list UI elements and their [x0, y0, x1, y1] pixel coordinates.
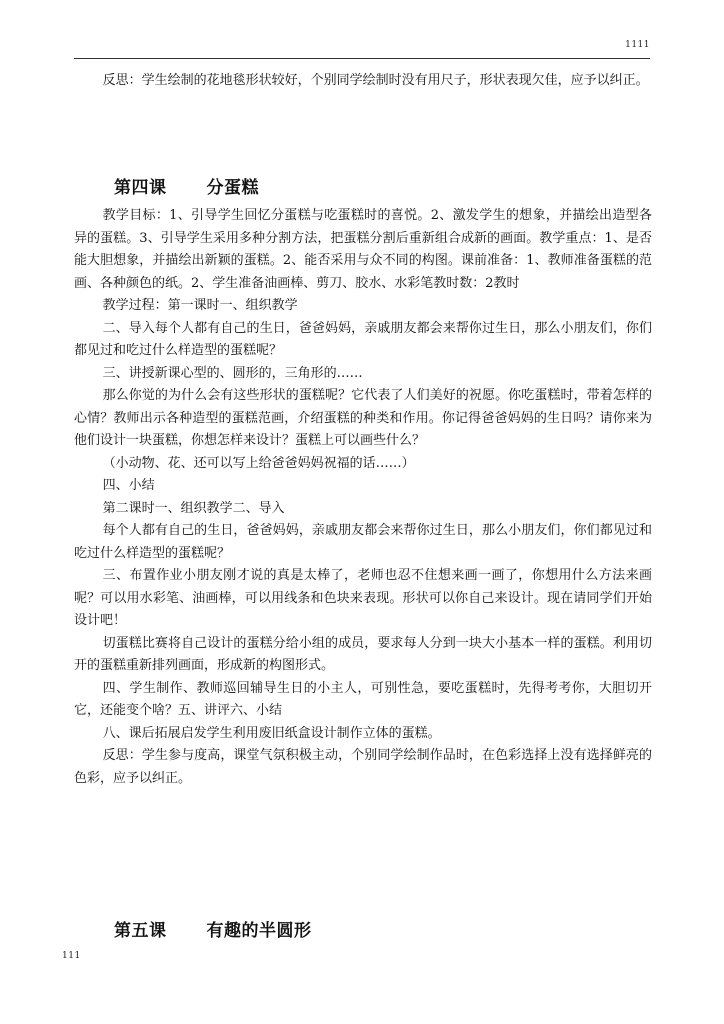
lesson4-paragraph: 每个人都有自己的生日，爸爸妈妈，亲戚朋友都会来帮你过生日，那么小朋友们，你们都见过和吃过什么样造型的蛋糕呢？: [74, 523, 652, 561]
lesson4-paragraph: 四、学生制作、教师巡回辅导生日的小主人，可别性急，要吃蛋糕时，先得考考你，大胆切开它，还能变个啥？五、讲评六、小结: [74, 680, 652, 718]
header-page-number: 1111: [625, 40, 650, 50]
lesson4-heading: [114, 173, 259, 198]
intro-section: [74, 70, 652, 93]
header-rule: [74, 58, 650, 59]
lesson4-paragraph: 四、小结: [102, 478, 155, 493]
lesson4-title: 分蛋糕: [206, 178, 259, 198]
lesson5-heading: [114, 916, 312, 941]
intro-reflection: 反思：学生绘制的花地毯形状较好，个别同学绘制时没有用尺子，形状表现欠佳，应予以纠正。: [102, 73, 649, 88]
footer-page-number: 111: [62, 951, 81, 961]
lesson4-paragraph: 八、课后拓展启发学生利用废旧纸盒设计制作立体的蛋糕。: [102, 725, 441, 741]
lesson4-paragraph: 三、讲授新课心型的、圆形的，三角形的……: [102, 365, 363, 381]
lesson4-paragraph: 切蛋糕比赛将自己设计的蛋糕分给小组的成员，要求每人分到一块大小基本一样的蛋糕。利用切开的蛋糕重新排列画面，形成新的构图形式。: [74, 635, 652, 673]
lesson4-reflection: 反思：学生参与度高，课堂气氛积极主动，个别同学绘制作品时，在色彩选择上没有选择鲜亮的色彩，应予以纠正。: [74, 748, 652, 786]
lesson4-paragraph: 二、导入每个人都有自己的生日，爸爸妈妈，亲戚朋友都会来帮你过生日，那么小朋友们，你们都见过和吃过什么样造型的蛋糕呢？: [74, 320, 652, 358]
lesson4-paragraph: 教学目标：1、引导学生回忆分蛋糕与吃蛋糕时的喜悦。2、激发学生的想象，并描绘出造型各异的蛋糕。3、引导学生采用多种分割方法，把蛋糕分割后重新组合成新的画面。教学重点：1、是否能大胆想象，并描绘出新颖的蛋糕。2、能否采用与众不同的构图。课前准备：1、教师准备蛋糕的范画、各种颜色的纸。2、学生准备油画棒、剪刀、胶水、水彩笔教时数：2教时: [74, 208, 652, 291]
lesson4-number: 第四课: [114, 178, 167, 198]
lesson4-paragraph: 教学过程：第一课时一、组织教学: [102, 298, 298, 313]
lesson4-paragraph: 第二课时一、组织教学二、导入: [102, 500, 285, 516]
lesson5-number: 第五课: [114, 921, 167, 941]
lesson4-body: [74, 205, 652, 790]
lesson4-paragraph: 那么你觉的为什么会有这些形状的蛋糕呢？它代表了人们美好的祝愿。你吃蛋糕时，带着怎样的心情？教师出示各种造型的蛋糕范画，介绍蛋糕的种类和作用。你记得爸爸妈妈的生日吗？请你来为他们设计一块蛋糕，你想怎样来设计？蛋糕上可以画些什么？: [74, 388, 652, 448]
lesson4-paragraph: （小动物、花、还可以写上给爸爸妈妈祝福的话……）: [102, 455, 415, 471]
lesson4-paragraph: 三、布置作业小朋友刚才说的真是太棒了，老师也忍不住想来画一画了，你想用什么方法来画呢？可以用水彩笔、油画棒，可以用线条和色块来表现。形状可以你自己来设计。现在请同学们开始设计吧！: [74, 568, 652, 628]
lesson5-title: 有趣的半圆形: [206, 921, 312, 941]
